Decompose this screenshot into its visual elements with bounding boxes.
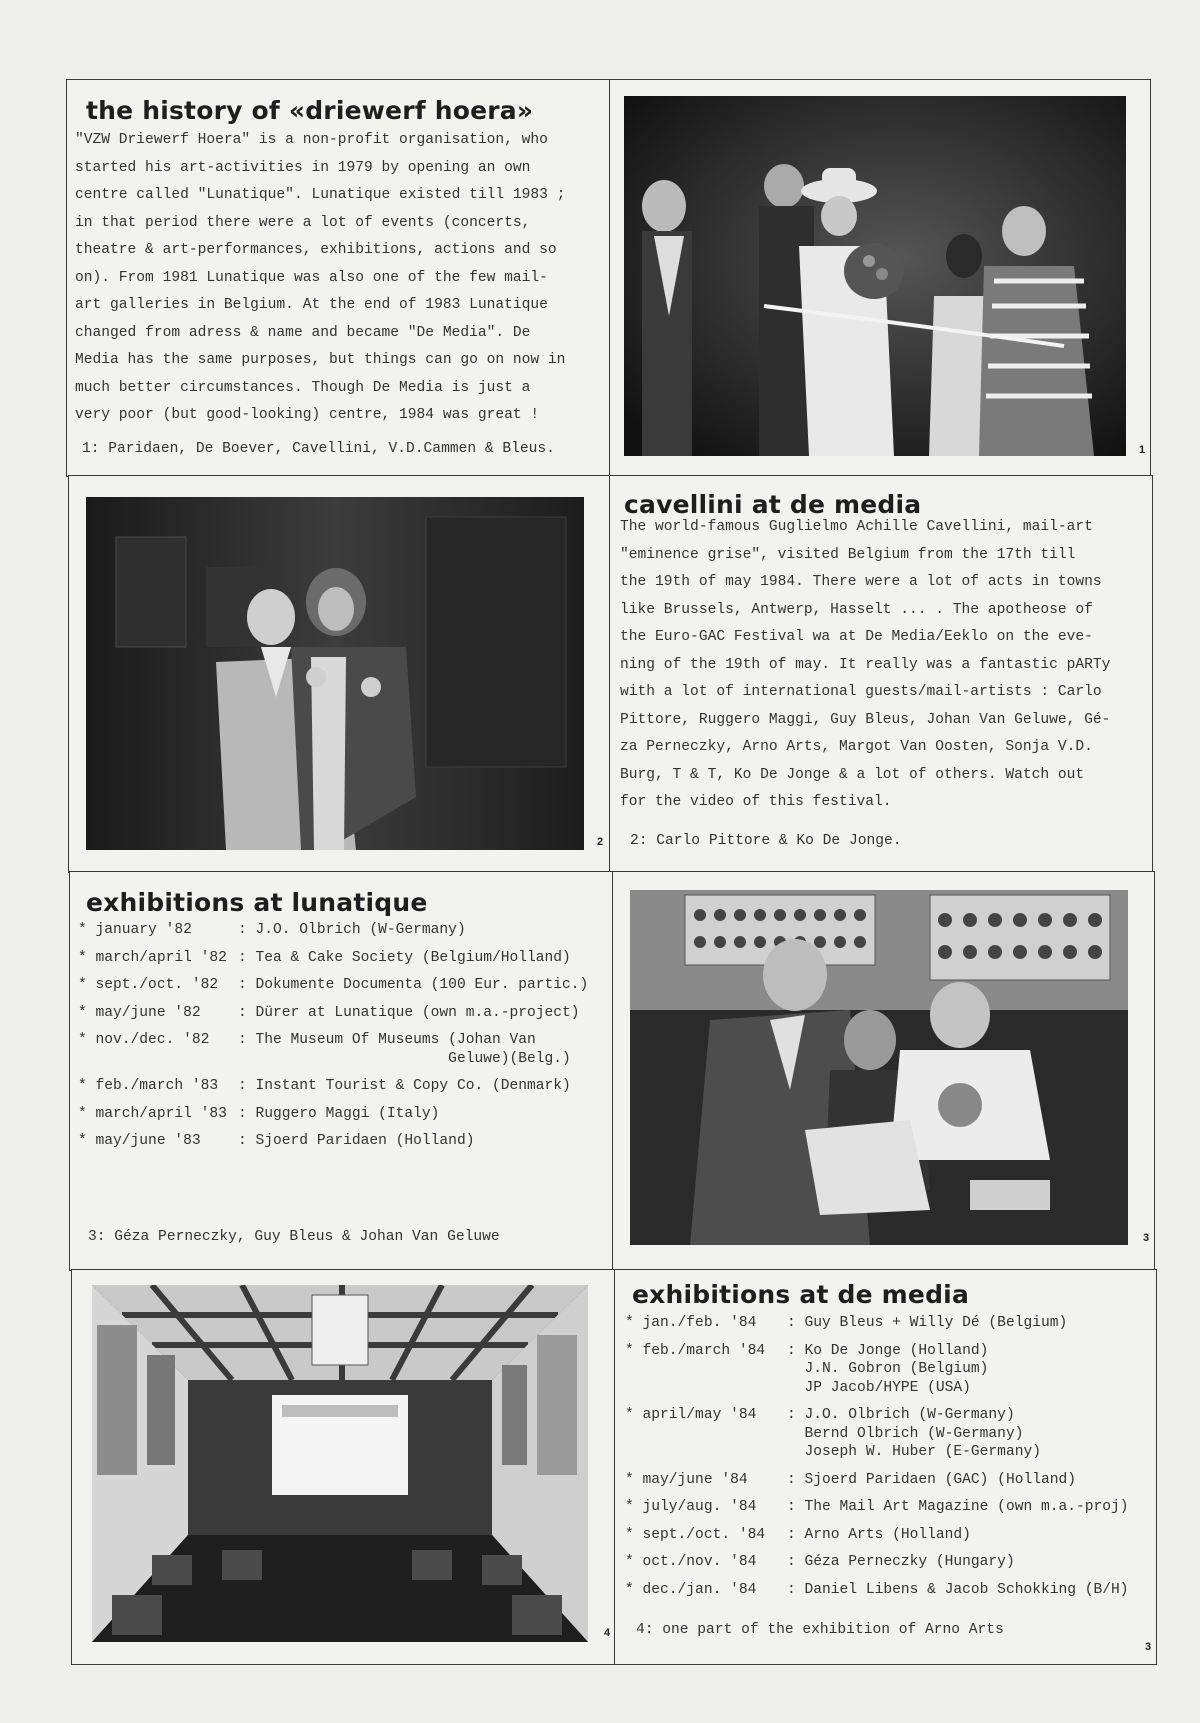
exhibition-detail: J.N. Gobron (Belgium) bbox=[787, 1361, 989, 1377]
exhibition-item bbox=[78, 1106, 608, 1134]
exhibition-item bbox=[625, 1527, 1155, 1555]
exhibition-date: * feb./march '84 bbox=[625, 1342, 766, 1359]
exhibition-item bbox=[625, 1582, 1155, 1610]
paragraph-line: centre called "Lunatique". Lunatique existed till 1983 ; bbox=[75, 187, 566, 203]
exhibition-detail: : J.O. Olbrich (W-Germany) bbox=[238, 922, 466, 938]
exhibition-detail: : J.O. Olbrich (W-Germany) bbox=[787, 1407, 1015, 1423]
photo4-number: 4 bbox=[604, 1627, 611, 1639]
photo-ribbon-cutting bbox=[624, 96, 1126, 456]
exhibition-item bbox=[78, 1133, 608, 1161]
exhibition-date: * feb./march '83 bbox=[78, 1078, 219, 1094]
paragraph-line: on). From 1981 Lunatique was also one of the few mail- bbox=[75, 269, 548, 286]
exhibition-detail: : The Museum Of Museums (Johan Van bbox=[238, 1032, 536, 1048]
exhibition-date: * march/april '83 bbox=[78, 1105, 227, 1122]
paragraph-line: very poor (but good-looking) centre, 1984 was great ! bbox=[75, 407, 540, 423]
exhibition-detail: : Ko De Jonge (Holland) bbox=[787, 1342, 989, 1359]
exhibition-detail: : Arno Arts (Holland) bbox=[787, 1526, 971, 1543]
paragraph-line: "VZW Driewerf Hoera" is a non-profit organisation, who bbox=[75, 132, 548, 148]
photo2-number: 2 bbox=[597, 836, 604, 848]
photo1-number: 1 bbox=[1139, 444, 1146, 456]
paragraph-line: changed from adress & name and became "De Media". De bbox=[75, 324, 531, 341]
exhibition-item bbox=[625, 1343, 1155, 1408]
exhibition-date: * may/june '83 bbox=[78, 1133, 201, 1149]
exhibition-detail: : The Mail Art Magazine (own m.a.-proj) bbox=[787, 1499, 1129, 1515]
exhibition-detail: : Ruggero Maggi (Italy) bbox=[238, 1105, 440, 1122]
paragraph-line: Media has the same purposes, but things can go on now in bbox=[75, 352, 566, 368]
page-number: 3 bbox=[1145, 1641, 1152, 1653]
exhibition-date: * january '82 bbox=[78, 922, 192, 938]
exhibition-detail: : Sjoerd Paridaen (GAC) (Holland) bbox=[787, 1471, 1077, 1488]
paragraph-line: for the video of this festival. bbox=[620, 794, 892, 810]
exhibition-item bbox=[78, 1078, 608, 1106]
exhibition-item bbox=[78, 977, 608, 1005]
cavellini-caption: 2: Carlo Pittore & Ko De Jonge. bbox=[630, 833, 902, 849]
exhibition-date: * march/april '82 bbox=[78, 949, 227, 966]
exhibition-detail: : Tea & Cake Society (Belgium/Holland) bbox=[238, 949, 571, 966]
paragraph-line: much better circumstances. Though De Media is just a bbox=[75, 379, 531, 396]
exhibition-detail: : Sjoerd Paridaen (Holland) bbox=[238, 1133, 475, 1149]
photo-arno-arts-exhibition bbox=[92, 1285, 588, 1642]
exhibition-date: * nov./dec. '82 bbox=[78, 1032, 210, 1048]
exhibition-detail: JP Jacob/HYPE (USA) bbox=[787, 1379, 971, 1396]
exhibition-date: * oct./nov. '84 bbox=[625, 1554, 757, 1570]
lunatique-list bbox=[78, 922, 608, 1161]
photo-perneczky-bleus-geluwe bbox=[630, 890, 1128, 1245]
lunatique-caption: 3: Géza Perneczky, Guy Bleus & Johan Van Geluwe bbox=[88, 1229, 500, 1245]
photo3-number: 3 bbox=[1143, 1232, 1150, 1244]
history-caption: 1: Paridaen, De Boever, Cavellini, V.D.Cammen & Bleus. bbox=[82, 441, 555, 457]
cavellini-title: cavellini at de media bbox=[624, 490, 922, 519]
exhibition-item bbox=[625, 1499, 1155, 1527]
exhibition-detail: : Guy Bleus + Willy Dé (Belgium) bbox=[787, 1315, 1068, 1331]
history-paragraph bbox=[75, 127, 565, 430]
exhibition-date: * sept./oct. '82 bbox=[78, 977, 219, 993]
exhibition-detail: : Géza Perneczky (Hungary) bbox=[787, 1554, 1015, 1570]
history-title: the history of «driewerf hoera» bbox=[86, 96, 534, 125]
exhibition-date: * jan./feb. '84 bbox=[625, 1315, 757, 1331]
photo-cavellini-pittore bbox=[86, 497, 584, 850]
paragraph-line: in that period there were a lot of events (concerts, bbox=[75, 214, 531, 231]
paragraph-line: Pittore, Ruggero Maggi, Guy Bleus, Johan Van Geluwe, Gé- bbox=[620, 711, 1111, 728]
demedia-caption: 4: one part of the exhibition of Arno Arts bbox=[636, 1622, 1004, 1638]
cavellini-paragraph bbox=[620, 514, 1110, 817]
exhibition-item bbox=[625, 1554, 1155, 1582]
exhibition-detail: Joseph W. Huber (E-Germany) bbox=[787, 1444, 1041, 1460]
paragraph-line: art galleries in Belgium. At the end of 1983 Lunatique bbox=[75, 297, 548, 313]
lunatique-title: exhibitions at lunatique bbox=[86, 888, 428, 917]
exhibition-date: * sept./oct. '84 bbox=[625, 1526, 766, 1543]
paragraph-line: za Perneczky, Arno Arts, Margot Van Oosten, Sonja V.D. bbox=[620, 739, 1093, 755]
exhibition-item bbox=[78, 1005, 608, 1033]
paragraph-line: the 19th of may 1984. There were a lot of acts in towns bbox=[620, 574, 1102, 590]
paragraph-line: "eminence grise", visited Belgium from the 17th till bbox=[620, 546, 1076, 563]
demedia-title: exhibitions at de media bbox=[632, 1280, 970, 1309]
paragraph-line: theatre & art-performances, exhibitions, actions and so bbox=[75, 242, 557, 258]
exhibition-item bbox=[625, 1472, 1155, 1500]
paragraph-line: with a lot of international guests/mail-artists : Carlo bbox=[620, 684, 1102, 700]
paragraph-line: the Euro-GAC Festival wa at De Media/Eeklo on the eve- bbox=[620, 629, 1093, 645]
exhibition-item bbox=[78, 950, 608, 978]
exhibition-detail: : Daniel Libens & Jacob Schokking (B/H) bbox=[787, 1581, 1129, 1598]
exhibition-detail: : Instant Tourist & Copy Co. (Denmark) bbox=[238, 1078, 571, 1094]
exhibition-date: * may/june '84 bbox=[625, 1471, 748, 1488]
paragraph-line: started his art-activities in 1979 by opening an own bbox=[75, 159, 531, 176]
paragraph-line: ning of the 19th of may. It really was a fantastic pARTy bbox=[620, 656, 1111, 673]
exhibition-detail: : Dokumente Documenta (100 Eur. partic.) bbox=[238, 977, 589, 993]
paragraph-line: The world-famous Guglielmo Achille Cavellini, mail-art bbox=[620, 519, 1093, 535]
exhibition-item bbox=[625, 1315, 1155, 1343]
exhibition-item bbox=[78, 1032, 608, 1078]
exhibition-item bbox=[625, 1407, 1155, 1472]
exhibition-detail: Geluwe)(Belg.) bbox=[238, 1050, 571, 1067]
exhibition-date: * dec./jan. '84 bbox=[625, 1581, 757, 1598]
exhibition-detail: : Dürer at Lunatique (own m.a.-project) bbox=[238, 1004, 580, 1021]
demedia-list bbox=[625, 1315, 1155, 1609]
exhibition-date: * may/june '82 bbox=[78, 1004, 201, 1021]
exhibition-date: * april/may '84 bbox=[625, 1407, 757, 1423]
paragraph-line: like Brussels, Antwerp, Hasselt ... . The apotheose of bbox=[620, 601, 1093, 618]
exhibition-date: * july/aug. '84 bbox=[625, 1499, 757, 1515]
exhibition-item bbox=[78, 922, 608, 950]
paragraph-line: Burg, T & T, Ko De Jonge & a lot of others. Watch out bbox=[620, 766, 1085, 783]
exhibition-detail: Bernd Olbrich (W-Germany) bbox=[787, 1425, 1024, 1442]
